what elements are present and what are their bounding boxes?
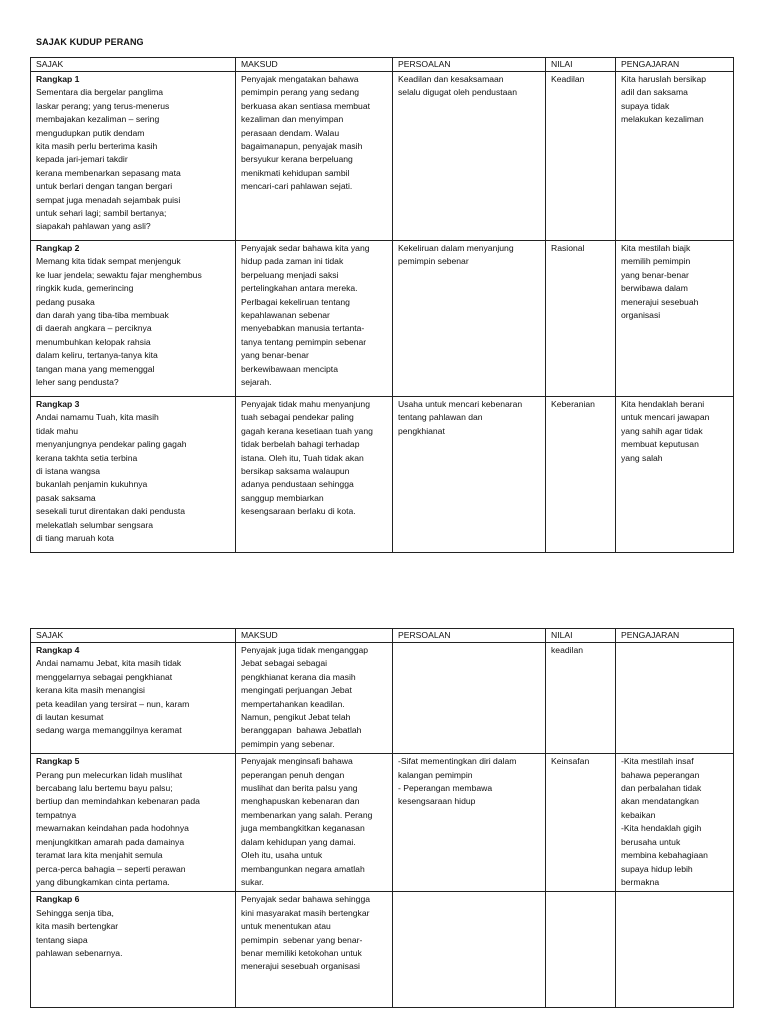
maksud-line: membenarkan yang salah. Perang	[241, 809, 373, 820]
sajak-line: pahlawan sebenarnya.	[36, 947, 123, 958]
table-row	[31, 754, 734, 892]
maksud-line: sanggup membiarkan	[241, 492, 324, 503]
sajak-cell	[31, 241, 236, 397]
nilai-cell	[546, 241, 616, 397]
rangkap-title: Rangkap 4	[36, 645, 80, 655]
maksud-line: menyebabkan manusia tertanta-	[241, 323, 365, 334]
maksud-line: sukar.	[241, 876, 264, 887]
maksud-line: mengingati perjuangan Jebat	[241, 685, 352, 696]
rangkap-title: Rangkap 3	[36, 399, 80, 409]
rangkap-title: Rangkap 6	[36, 894, 80, 905]
maksud-line: mempertahankan keadilan.	[241, 698, 345, 709]
pengajaran-line: memilih pemimpin	[621, 256, 691, 267]
maksud-cell	[236, 754, 393, 892]
maksud-line: tanya tentang pemimpin sebenar	[241, 336, 367, 347]
persoalan-cell	[393, 397, 546, 553]
pengajaran-line: untuk mencari jawapan	[621, 412, 710, 423]
maksud-line: gagah kerana kesetiaan tuah yang	[241, 425, 373, 436]
pengajaran-line: supaya hidup lebih	[621, 863, 693, 874]
persoalan-cell	[393, 241, 546, 397]
sajak-line: untuk sehari lagi; sambil bertanya;	[36, 208, 167, 219]
sajak-line: peta keadilan yang tersirat – nun, karam	[36, 698, 190, 709]
maksud-line: dalam kehidupan yang damai.	[241, 836, 356, 847]
maksud-line: Oleh itu, usaha untuk	[241, 850, 323, 861]
pengajaran-line: bermakna	[621, 876, 660, 887]
sajak-line: pasak saksama	[36, 492, 96, 503]
maksud-line: istana. Oleh itu, Tuah tidak akan	[241, 452, 364, 463]
pengajaran-line: Kita hendaklah berani	[621, 399, 705, 409]
table-body	[31, 643, 734, 1008]
pengajaran-line: membuat keputusan	[621, 439, 699, 450]
maksud-line: Jebat sebagai sebagai	[241, 658, 328, 669]
persoalan-line: tentang pahlawan dan	[398, 412, 483, 423]
maksud-cell	[236, 72, 393, 241]
header-persoalan: PERSOALAN	[393, 629, 546, 643]
maksud-line: beranggapan bahawa Jebatlah	[241, 725, 362, 736]
pengajaran-line: Kita mestilah biajk	[621, 243, 691, 253]
sajak-line: yang dibungkamkan cinta pertama.	[36, 876, 170, 887]
header-nilai: NILAI	[546, 58, 616, 72]
maksud-line: bersikap saksama walaupun	[241, 466, 350, 477]
nilai-cell	[546, 754, 616, 892]
sajak-line: siapakah pahlawan yang asli?	[36, 221, 151, 232]
header-nilai: NILAI	[546, 629, 616, 643]
nilai-cell	[546, 397, 616, 553]
maksud-line: adanya pendustaan sehingga	[241, 479, 354, 490]
sajak-cell	[31, 72, 236, 241]
sajak-line: bertiup dan memindahkan kebenaran pada	[36, 796, 200, 807]
sajak-line: di daerah angkara – perciknya	[36, 323, 152, 334]
maksud-line: peperangan penuh dengan	[241, 769, 345, 780]
maksud-line: Perlbagai kekeliruan tentang	[241, 296, 350, 307]
rangkap-title: Rangkap 5	[36, 756, 80, 767]
pengajaran-cell	[616, 241, 734, 397]
pengajaran-line: bahawa peperangan	[621, 769, 700, 780]
sajak-line: Memang kita tidak sempat menjenguk	[36, 256, 181, 267]
maksud-line: bagaimanapun, penyajak masih	[241, 141, 363, 152]
pengajaran-cell	[616, 72, 734, 241]
document-title: SAJAK KUDUP PERANG	[36, 37, 144, 47]
persoalan-line: Keadilan dan kesaksamaan	[398, 74, 504, 84]
maksud-line: bersyukur kerana berpeluang	[241, 154, 353, 165]
persoalan-line: pemimpin sebenar	[398, 256, 469, 267]
nilai-line: Keadilan	[551, 74, 585, 84]
maksud-line: pertelingkahan antara mereka.	[241, 283, 358, 294]
maksud-line: pemimpin yang sebenar.	[241, 738, 335, 749]
maksud-line: tidak berbelah bahagi terhadap	[241, 439, 360, 450]
nilai-cell	[546, 892, 616, 1008]
maksud-line: menghapuskan kebenaran dan	[241, 796, 360, 807]
pengajaran-cell	[616, 643, 734, 754]
sajak-line: mengudupkan putik dendam	[36, 127, 145, 138]
table-header-row	[31, 58, 734, 72]
poem-analysis-table-1	[30, 57, 734, 553]
sajak-line: menjungkitkan amarah pada damainya	[36, 836, 185, 847]
sajak-cell	[31, 643, 236, 754]
sajak-line: dan darah yang tiba-tiba membuak	[36, 310, 169, 321]
maksud-line: menerajui sesebuah organisasi	[241, 961, 360, 972]
sajak-line: tentang siapa	[36, 934, 88, 945]
persoalan-line: kesengsaraan hidup	[398, 796, 476, 807]
sajak-line: Sementara dia bergelar panglima	[36, 87, 164, 98]
maksud-line: berkewibawaan mencipta	[241, 363, 338, 374]
sajak-line: Sehingga senja tiba,	[36, 907, 114, 918]
sajak-line: membajakan kezaliman – sering	[36, 114, 160, 125]
pengajaran-cell	[616, 754, 734, 892]
maksud-cell	[236, 892, 393, 1008]
maksud-line: muslihat dan berita palsu yang	[241, 783, 358, 794]
sajak-line: pedang pusaka	[36, 296, 95, 307]
pengajaran-line: adil dan saksama	[621, 87, 688, 98]
pengajaran-line: kebaikan	[621, 809, 656, 820]
table-row	[31, 643, 734, 754]
pengajaran-line: yang sahih agar tidak	[621, 425, 703, 436]
pengajaran-line: -Kita mestilah insaf	[621, 756, 694, 767]
nilai-line: Keinsafan	[551, 756, 590, 767]
sajak-line: perca-perca bahagia – seperti perawan	[36, 863, 186, 874]
sajak-line: menggelarnya sebagai pengkhianat	[36, 671, 173, 682]
sajak-line: Perang pun melecurkan lidah muslihat	[36, 769, 183, 780]
maksud-line: Penyajak juga tidak menganggap	[241, 645, 369, 655]
persoalan-cell	[393, 754, 546, 892]
maksud-cell	[236, 643, 393, 754]
pengajaran-line: melakukan kezaliman	[621, 114, 704, 125]
persoalan-line: -Sifat mementingkan diri dalam	[398, 756, 517, 767]
sajak-line: kita masih perlu berterima kasih	[36, 141, 158, 152]
pengajaran-line: yang benar-benar	[621, 269, 689, 280]
table-row	[31, 892, 734, 1008]
sajak-line: untuk berlari dengan tangan bergari	[36, 181, 173, 192]
sajak-line: di istana wangsa	[36, 466, 101, 477]
sajak-line: mewarnakan keindahan pada hodohnya	[36, 823, 189, 834]
rangkap-title: Rangkap 2	[36, 243, 80, 253]
maksud-line: Namun, pengikut Jebat telah	[241, 712, 351, 723]
persoalan-cell	[393, 892, 546, 1008]
sajak-line: dalam keliru, tertanya-tanya kita	[36, 350, 158, 361]
sajak-line: tangan mana yang memenggal	[36, 363, 155, 374]
maksud-line: kezaliman dan menyimpan	[241, 114, 344, 125]
sajak-line: sedang warga memanggilnya keramat	[36, 725, 182, 736]
pengajaran-line: organisasi	[621, 310, 661, 321]
pengajaran-line: menerajui sesebuah	[621, 296, 699, 307]
maksud-line: mencari-cari pahlawan sejati.	[241, 181, 353, 192]
nilai-line: Rasional	[551, 243, 585, 253]
sajak-line: teramat lara kita menjahit semula	[36, 850, 163, 861]
pengajaran-line: berwibawa dalam	[621, 283, 688, 294]
poem-analysis-table-2	[30, 628, 734, 1008]
maksud-line: sejarah.	[241, 377, 272, 388]
persoalan-line: pengkhianat	[398, 425, 445, 436]
nilai-cell	[546, 643, 616, 754]
maksud-line: Penyajak sedar bahawa sehingga	[241, 894, 370, 905]
table-row	[31, 241, 734, 397]
maksud-line: pemimpin sebenar yang benar-	[241, 934, 363, 945]
sajak-line: laskar perang; yang terus-menerus	[36, 100, 170, 111]
pengajaran-line: yang salah	[621, 452, 663, 463]
maksud-line: kepahlawanan sebenar	[241, 310, 330, 321]
sajak-line: melekatlah selumbar sengsara	[36, 519, 154, 530]
maksud-line: menikmati kehidupan sambil	[241, 167, 350, 178]
persoalan-line: kalangan pemimpin	[398, 769, 473, 780]
header-maksud: MAKSUD	[236, 629, 393, 643]
sajak-line: bercabang lalu bertemu bayu palsu;	[36, 783, 173, 794]
sajak-line: kita masih bertengkar	[36, 921, 119, 932]
maksud-cell	[236, 397, 393, 553]
sajak-line: tempatnya	[36, 809, 77, 820]
maksud-line: benar memiliki ketokohan untuk	[241, 947, 362, 958]
pengajaran-line: Kita haruslah bersikap	[621, 74, 707, 84]
table-header-row	[31, 629, 734, 643]
pengajaran-line: supaya tidak	[621, 100, 670, 111]
persoalan-line: - Peperangan membawa	[398, 783, 493, 794]
sajak-line: kerana membenarkan sepasang mata	[36, 167, 181, 178]
maksud-line: membangunkan negara amatlah	[241, 863, 365, 874]
pengajaran-cell	[616, 892, 734, 1008]
maksud-line: Penyajak menginsafi bahawa	[241, 756, 353, 767]
header-sajak: SAJAK	[31, 58, 236, 72]
sajak-line: kepada jari-jemari takdir	[36, 154, 128, 165]
nilai-line: Keberanian	[551, 399, 595, 409]
pengajaran-line: membina kebahagiaan	[621, 850, 708, 861]
pengajaran-line: dan perbalahan tidak	[621, 783, 702, 794]
maksud-line: Penyajak tidak mahu menyanjung	[241, 399, 370, 409]
sajak-cell	[31, 892, 236, 1008]
header-pengajaran: PENGAJARAN	[616, 629, 734, 643]
table-body	[31, 72, 734, 553]
sajak-line: menyanjungnya pendekar paling gagah	[36, 439, 187, 450]
persoalan-cell	[393, 72, 546, 241]
maksud-line: perasaan dendam. Walau	[241, 127, 340, 138]
sajak-line: Andai namamu Jebat, kita masih tidak	[36, 658, 182, 669]
maksud-line: juga membangkitkan keganasan	[241, 823, 365, 834]
rangkap-title: Rangkap 1	[36, 74, 80, 84]
sajak-line: sesekali turut direntakan daki pendusta	[36, 506, 186, 517]
maksud-line: berpeluang menjadi saksi	[241, 269, 339, 280]
maksud-line: berkuasa akan sentiasa membuat	[241, 100, 370, 111]
sajak-cell	[31, 754, 236, 892]
table-row	[31, 72, 734, 241]
persoalan-line: Usaha untuk mencari kebenaran	[398, 399, 523, 409]
sajak-line: tidak mahu	[36, 425, 79, 436]
maksud-line: kini masyarakat masih bertengkar	[241, 907, 370, 918]
sajak-line: Andai namamu Tuah, kita masih	[36, 412, 159, 423]
header-sajak: SAJAK	[31, 629, 236, 643]
sajak-line: di tiang maruah kota	[36, 533, 114, 544]
maksud-line: hidup pada zaman ini tidak	[241, 256, 344, 267]
sajak-line: di lautan kesumat	[36, 712, 104, 723]
maksud-line: Penyajak mengatakan bahawa	[241, 74, 359, 84]
sajak-line: menumbuhkan kelopak rahsia	[36, 336, 151, 347]
persoalan-cell	[393, 643, 546, 754]
maksud-line: kesengsaraan berlaku di kota.	[241, 506, 356, 517]
maksud-line: tuah sebagai pendekar paling	[241, 412, 354, 423]
nilai-cell	[546, 72, 616, 241]
sajak-line: leher sang pendusta?	[36, 377, 119, 388]
table-row	[31, 397, 734, 553]
sajak-line: kerana kita masih menangisi	[36, 685, 145, 696]
sajak-line: ke luar jendela; sewaktu fajar menghembus	[36, 269, 202, 280]
pengajaran-line: -Kita hendaklah gigih	[621, 823, 702, 834]
maksud-line: pengkhianat kerana dia masih	[241, 671, 356, 682]
maksud-line: Penyajak sedar bahawa kita yang	[241, 243, 370, 253]
sajak-line: kerana takhta setia terbina	[36, 452, 138, 463]
persoalan-line: selalu digugat oleh pendustaan	[398, 87, 517, 98]
sajak-cell	[31, 397, 236, 553]
pengajaran-line: berusaha untuk	[621, 836, 681, 847]
maksud-line: untuk menentukan atau	[241, 921, 331, 932]
nilai-line: keadilan	[551, 645, 584, 655]
header-maksud: MAKSUD	[236, 58, 393, 72]
pengajaran-cell	[616, 397, 734, 553]
pengajaran-line: akan mendatangkan	[621, 796, 699, 807]
maksud-cell	[236, 241, 393, 397]
maksud-line: pemimpin perang yang sedang	[241, 87, 360, 98]
header-pengajaran: PENGAJARAN	[616, 58, 734, 72]
sajak-line: sempat juga menadah sejambak puisi	[36, 194, 181, 205]
maksud-line: yang benar-benar	[241, 350, 309, 361]
header-persoalan: PERSOALAN	[393, 58, 546, 72]
persoalan-line: Kekeliruan dalam menyanjung	[398, 243, 514, 253]
sajak-line: bukanlah penjamin kukuhnya	[36, 479, 148, 490]
sajak-line: ringkik kuda, gemerincing	[36, 283, 134, 294]
